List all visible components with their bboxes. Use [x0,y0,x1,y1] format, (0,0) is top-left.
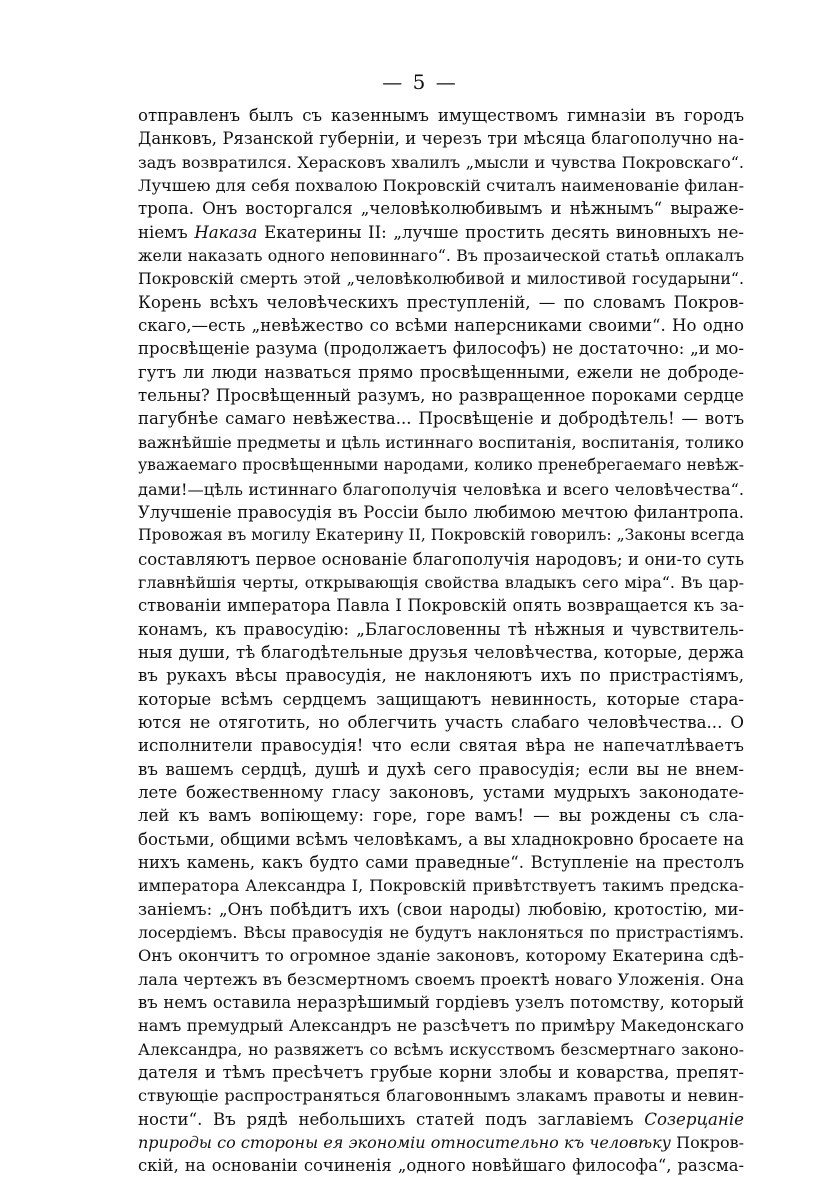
text-segment: ются не отяготить, но облегчить участь слабаго человѣчества... О [138,712,744,732]
italic-text: Созерцаніе [644,1109,744,1129]
text-segment: Лучшею для себя похвалою Покровскій считалъ наименованіе филан- [138,176,744,196]
text-line [138,244,744,267]
text-segment: Покровскій смерть этой „человѣколюбивой и милостивой государыни“. [138,269,744,289]
text-line [138,361,744,384]
text-segment: дами!—цѣль истиннаго благополучія человѣка и всего человѣчества“. [138,479,744,499]
text-segment: Екатерины II: „лучше простить десять виновныхъ не- [257,222,744,242]
text-line [138,734,744,757]
text-segment: императора Александра I, Покровскій привѣтствуетъ такимъ предска- [138,876,744,896]
text-segment: гутъ ли люди назваться прямо просвѣщенными, ежели не доброде- [138,362,744,382]
text-line [138,758,744,781]
text-line [138,898,744,921]
text-line [138,1131,744,1154]
text-segment: ніемъ [138,222,195,242]
text-segment: конамъ, къ правосудію: „Благословенны тѣ нѣжныя и чувствитель- [138,619,744,639]
text-line [138,618,744,641]
text-line [138,501,744,524]
italic-text: природы со стороны ея экономіи относительно къ человѣку [138,1133,671,1153]
text-segment: составляютъ первое основаніе благополучія народовъ; и они-то суть [138,549,744,569]
text-line [138,571,744,594]
text-line [138,641,744,664]
text-line [138,991,744,1014]
text-segment: тельны? Просвѣщенный разумъ, но развращенное пороками сердце [138,386,744,406]
text-segment: Александра, но развяжетъ со всѣмъ искусствомъ безсмертнаго законо- [138,1039,744,1059]
text-segment: уважаемаго просвѣщенными народами, колико пренебрегаемаго невѣж- [138,456,744,475]
text-segment: въ немъ оставила неразрѣшимый гордіевъ узелъ потомству, который [138,993,744,1013]
text-line [138,337,744,360]
text-line [138,104,744,127]
text-segment: заніемъ: „Онъ побѣдитъ ихъ (свои народы) любовію, кротостію, ми- [138,899,744,919]
text-line [138,548,744,571]
text-line [138,1084,744,1107]
text-segment: ствованіи императора Павла I Покровскій опять возвращается къ за- [138,596,744,616]
text-line [138,291,744,314]
text-segment: пагубнѣе самаго невѣжества... Просвѣщеніе и добродѣтель! — вотъ [138,409,744,429]
text-segment: Онъ окончитъ то огромное зданіе законовъ, которому Екатерина сдѣ- [138,946,744,966]
text-segment: которые всѣмъ сердцемъ защищаютъ невинность, которые стара- [138,689,744,709]
text-line [138,407,744,430]
text-segment: скій, на основаніи сочиненія „одного новѣйшаго философа“, разсма- [138,1156,744,1176]
text-line [138,968,744,991]
text-segment: лете божественному гласу законовъ, устами мудрыхъ законодате- [138,782,744,802]
text-segment: Покров- [670,1133,744,1153]
text-line [138,1014,744,1037]
text-segment: нихъ камень, какъ будто сами праведные“. Вступленіе на престолъ [138,853,744,872]
text-segment: отправленъ былъ съ казеннымъ имуществомъ гимназіи въ городъ [138,106,744,125]
text-segment: лала чертежъ въ безсмертномъ своемъ проектѣ новаго Уложенія. Она [138,969,744,989]
text-line [138,944,744,967]
text-segment: лосердіемъ. Вѣсы правосудія не будутъ наклоняться по пристрастіямъ. [138,923,744,943]
text-segment: Корень всѣхъ человѣческихъ преступленій, — по словамъ Покров- [138,292,744,312]
text-segment: Данковъ, Рязанской губерніи, и черезъ три мѣсяца благополучно на- [138,129,744,149]
text-line [138,524,744,547]
text-line [138,314,744,337]
text-line [138,221,744,244]
text-line [138,851,744,874]
text-line [138,874,744,897]
text-segment: лей къ вамъ вопіющему: горе, горе вамъ! — вы рождены съ сла- [138,806,744,826]
text-segment: намъ премудрый Александръ не разсѣчетъ по примѣру Македонскаго [138,1016,744,1036]
text-segment: въ вашемъ сердцѣ, душѣ и духѣ сего правосудія; если вы не внем- [138,759,744,779]
page-number: — 5 — [382,70,458,94]
text-line [138,664,744,687]
text-line [138,594,744,617]
text-segment: въ рукахъ вѣсы правосудія, не наклоняютъ ихъ по пристрастіямъ, [138,666,744,686]
text-segment: просвѣщеніе разума (продолжаетъ философъ) не достаточно: „и мо- [138,339,744,359]
text-line [138,151,744,174]
text-line [138,921,744,944]
text-line [138,197,744,220]
text-line [138,711,744,734]
text-segment: Провожая въ могилу Екатерину II, Покровскій говорилъ: „Законы всегда [138,526,744,545]
text-segment: Улучшеніе правосудія въ Россіи было любимою мечтою филантропа. [138,502,744,522]
text-segment: ныя души, тѣ благодѣтельные друзья человѣчества, которые, держа [138,642,744,662]
text-line [138,804,744,827]
text-segment: скаго,—есть „невѣжество со всѣми наперсниками своими“. Но одно [138,316,744,336]
text-line [138,688,744,711]
text-segment: важнѣйшіе предметы и цѣль истиннаго воспитанія, воспитанія, толико [138,432,744,452]
text-line [138,1154,744,1177]
text-line [138,478,744,501]
text-segment: тропа. Онъ восторгался „человѣколюбивымъ и нѣжнымъ“ выраже- [138,199,744,219]
text-segment: ности“. Въ рядѣ небольшихъ статей подъ заглавіемъ [138,1109,645,1129]
text-line [138,431,744,454]
text-segment: исполнители правосудія! что если святая вѣра не напечатлѣваетъ [138,736,744,756]
text-line [138,174,744,197]
italic-text: Наказа [194,222,258,242]
text-line [138,781,744,804]
text-line [138,1061,744,1084]
text-segment: ствующіе распространяться благовоннымъ злакамъ правоты и невин- [138,1086,744,1106]
text-line [138,1038,744,1061]
text-line [138,384,744,407]
text-segment: жели наказать одного неповиннаго“. Въ прозаической статьѣ оплакалъ [138,246,744,266]
text-line [138,454,744,477]
text-segment: дателя и тѣмъ пресѣчетъ грубые корни злобы и коварства, препят- [138,1063,744,1083]
text-line [138,127,744,150]
text-segment: бостьми, общими всѣмъ человѣкамъ, а вы хладнокровно бросаете на [138,829,744,849]
text-line [138,1108,744,1131]
text-line [138,828,744,851]
text-segment: главнѣйшія черты, открывающія свойства владыкъ сего міра“. Въ цар- [138,572,744,592]
text-line [138,267,744,290]
body-text [138,104,744,1178]
text-segment: задъ возвратился. Херасковъ хвалилъ „мысли и чувства Покровскаго“. [138,152,744,172]
